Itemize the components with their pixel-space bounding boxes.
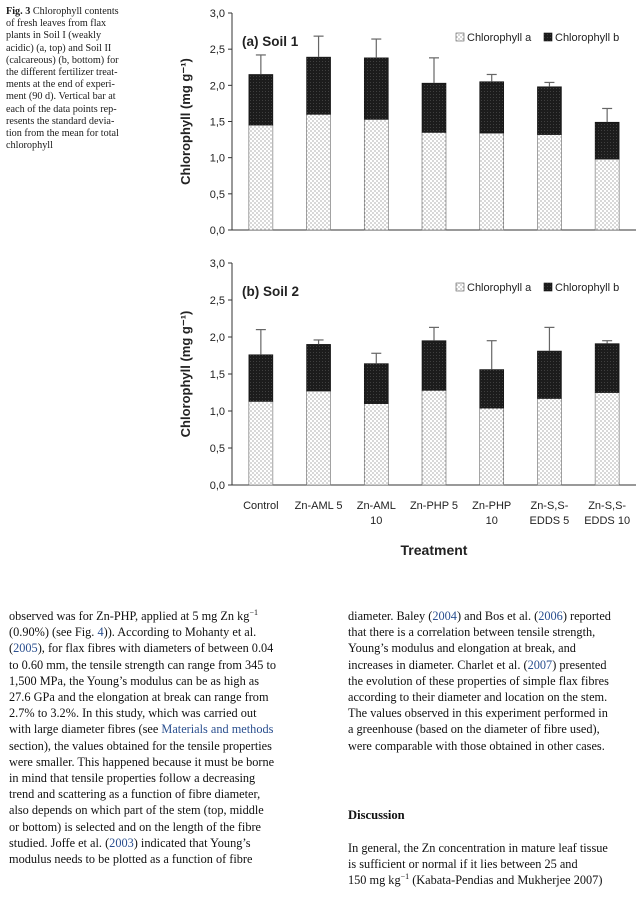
y-tick-label: 0,0 bbox=[209, 480, 225, 492]
text-line: In general, the Zn concentration in mature leaf tissue bbox=[348, 841, 608, 855]
chart-soil-1 bbox=[178, 8, 636, 237]
text-line: 1,500 MPa, the Young’s modulus can be as high as bbox=[9, 673, 260, 688]
bar-chlorophyll-b bbox=[364, 364, 388, 404]
bar-chlorophyll-b bbox=[249, 74, 273, 125]
bar-chlorophyll-a bbox=[307, 391, 331, 485]
y-tick-label: 0,0 bbox=[209, 225, 225, 237]
legend-label: Chlorophyll b bbox=[555, 32, 620, 44]
legend-swatch-chlorophyll-a bbox=[456, 283, 464, 291]
citation-link[interactable]: 4 bbox=[97, 625, 104, 640]
y-axis-label: Chlorophyll (mg g⁻¹) bbox=[178, 310, 193, 438]
legend-swatch-chlorophyll-b bbox=[544, 283, 552, 291]
bar-chlorophyll-a bbox=[364, 404, 388, 485]
text-line: in mind that tensile properties follow a decreasing bbox=[9, 771, 256, 786]
bar-chlorophyll-a bbox=[480, 408, 504, 485]
legend-label: Chlorophyll a bbox=[467, 282, 532, 294]
bar-chlorophyll-b bbox=[480, 82, 504, 133]
citation-link[interactable]: 2003 bbox=[109, 835, 134, 850]
bar-chlorophyll-a bbox=[595, 393, 619, 486]
bar-chlorophyll-a bbox=[249, 125, 273, 230]
bar-chlorophyll-b bbox=[364, 58, 388, 119]
citation-link[interactable]: 2005 bbox=[13, 641, 38, 656]
y-tick-label: 2,5 bbox=[209, 295, 225, 307]
citation-link[interactable]: 2007 bbox=[527, 657, 553, 672]
discussion-text bbox=[348, 840, 636, 889]
bar-chlorophyll-a bbox=[307, 114, 331, 230]
chart-title: (b) Soil 2 bbox=[242, 284, 299, 299]
legend-swatch-chlorophyll-b bbox=[544, 33, 552, 41]
y-tick-label: 3,0 bbox=[209, 258, 225, 270]
text-line: or bottom) is selected and on the length of the fibre bbox=[9, 819, 262, 834]
text-line: 27.6 GPa and the elongation at break can range from bbox=[9, 690, 269, 705]
citation-link[interactable]: 2004 bbox=[432, 609, 457, 623]
text-line: 2.7% to 3.2%. In this study, which was carried out bbox=[9, 706, 257, 721]
bar-chlorophyll-b bbox=[422, 341, 446, 391]
x-tick-label: Zn-S,S-EDDS 5 bbox=[529, 500, 570, 527]
x-tick-label: Zn-PHP 10 bbox=[472, 500, 512, 527]
text-line: The values observed in this experiment performed in bbox=[348, 706, 608, 721]
chart-title: (a) Soil 1 bbox=[242, 34, 299, 49]
x-tick-label: Zn-PHP 5 bbox=[409, 500, 459, 512]
y-tick-label: 2,0 bbox=[209, 332, 225, 344]
x-tick-label: Control bbox=[243, 500, 279, 512]
bar-chlorophyll-a bbox=[595, 159, 619, 230]
bar-chlorophyll-b bbox=[422, 83, 446, 132]
text-line: is sufficient or normal if it lies between 25 and bbox=[348, 857, 578, 872]
text-line: observed was for Zn-PHP, applied at 5 mg Zn $kg^{-1}$ bbox=[9, 607, 258, 623]
citation-link[interactable]: Materials and methods bbox=[161, 722, 274, 737]
y-tick-label: 1,0 bbox=[209, 406, 225, 418]
y-tick-label: 2,0 bbox=[209, 80, 225, 93]
text-line: (0.90%) (see Fig. 4)). According to Mohanty et al. bbox=[9, 625, 257, 640]
bar-chlorophyll-b bbox=[307, 57, 331, 114]
y-tick-label: 2,5 bbox=[209, 44, 225, 57]
bar-chlorophyll-a bbox=[480, 133, 504, 230]
text-line: modulus needs to be plotted as a function of fibre bbox=[9, 852, 253, 867]
x-tick-label: Zn-AML 5 bbox=[294, 500, 343, 512]
y-tick-label: 0,5 bbox=[209, 188, 225, 201]
x-tick-label: Zn-S,S-EDDS 10 bbox=[584, 500, 631, 527]
legend-label: Chlorophyll a bbox=[467, 32, 532, 44]
text-line: section), the values obtained for the tensile properties bbox=[9, 738, 272, 753]
bar-chlorophyll-a bbox=[364, 119, 388, 230]
bar-chlorophyll-a bbox=[422, 390, 446, 485]
text-line: also depends on which part of the stem (top, middle bbox=[9, 803, 264, 818]
chart-soil-2 bbox=[178, 258, 636, 558]
bar-chlorophyll-b bbox=[537, 87, 561, 135]
text-line: diameter. Baley (2004) and Bos et al. (2006) reported bbox=[348, 609, 611, 623]
bar-chlorophyll-a bbox=[422, 132, 446, 230]
text-line: 150 mg $kg^{-1}$ (Kabata-Pendias and Mukherjee 2007) bbox=[348, 872, 603, 888]
citation-link[interactable]: 2006 bbox=[538, 609, 563, 623]
y-tick-label: 1,0 bbox=[209, 152, 225, 165]
y-tick-label: 1,5 bbox=[209, 116, 225, 129]
legend-label: Chlorophyll b bbox=[555, 282, 620, 294]
text-line: according to their diameter and location on the stem. bbox=[348, 690, 608, 705]
legend-swatch-chlorophyll-a bbox=[456, 33, 464, 41]
text-line: trend and scattering as a function of fibre diameter, bbox=[9, 787, 261, 802]
caption-text: Chlorophyll contents of fresh leaves from flax plants in Soil I (weakly acidic) (a, top) and Soil II (calcareous) (b, bottom) for the different fertilizer treat- ments at the end of experi- ment (90 d). Vertical bar at each of the data points rep- resents the standard devia- tion from the mean for total chlorophyll bbox=[6, 6, 119, 152]
y-tick-label: 0,5 bbox=[209, 443, 225, 455]
y-tick-label: 3,0 bbox=[209, 8, 225, 20]
text-line: Young’s modulus and elongation at break, and bbox=[348, 641, 576, 656]
text-line: to 0.60 mm, the tensile strength can range from 345 to bbox=[9, 657, 277, 672]
bar-chlorophyll-b bbox=[537, 351, 561, 398]
caption-label: Fig. 3 bbox=[6, 6, 31, 17]
body-text-right bbox=[348, 608, 636, 754]
text-line: a greenhouse (based on the diameter of fibre used), bbox=[348, 722, 600, 737]
bar-chlorophyll-b bbox=[307, 344, 331, 391]
text-line: the evolution of these properties of simple flax fibres bbox=[348, 673, 609, 688]
section-heading-discussion: Discussion bbox=[348, 808, 405, 822]
bar-chlorophyll-a bbox=[537, 398, 561, 485]
citation-link[interactable]: 2007 bbox=[573, 873, 599, 888]
y-axis-label: Chlorophyll (mg g⁻¹) bbox=[178, 58, 193, 185]
body-text-left bbox=[9, 608, 299, 867]
text-line: increases in diameter. Charlet et al. (2007) presented bbox=[348, 657, 607, 672]
bar-chlorophyll-b bbox=[480, 370, 504, 408]
x-tick-label: Zn-AML 10 bbox=[356, 500, 396, 527]
bar-chlorophyll-b bbox=[249, 355, 273, 402]
bar-chlorophyll-a bbox=[249, 401, 273, 485]
text-line: were smaller. This happened because it must be borne bbox=[9, 754, 275, 769]
text-line: that there is a correlation between tensile strength, bbox=[348, 625, 596, 640]
text-line: with large diameter fibres (see Materials and methods bbox=[9, 722, 274, 737]
text-line: (2005), for flax fibres with diameters of between 0.04 bbox=[9, 641, 274, 656]
text-line: studied. Joffe et al. (2003) indicated that Young’s bbox=[9, 835, 251, 850]
x-axis-label: Treatment bbox=[400, 542, 468, 558]
bar-chlorophyll-a bbox=[537, 135, 561, 230]
bar-chlorophyll-b bbox=[595, 344, 619, 393]
y-tick-label: 1,5 bbox=[209, 369, 225, 381]
text-line: were comparable with those obtained in other cases. bbox=[348, 738, 605, 753]
bar-chlorophyll-b bbox=[595, 122, 619, 159]
